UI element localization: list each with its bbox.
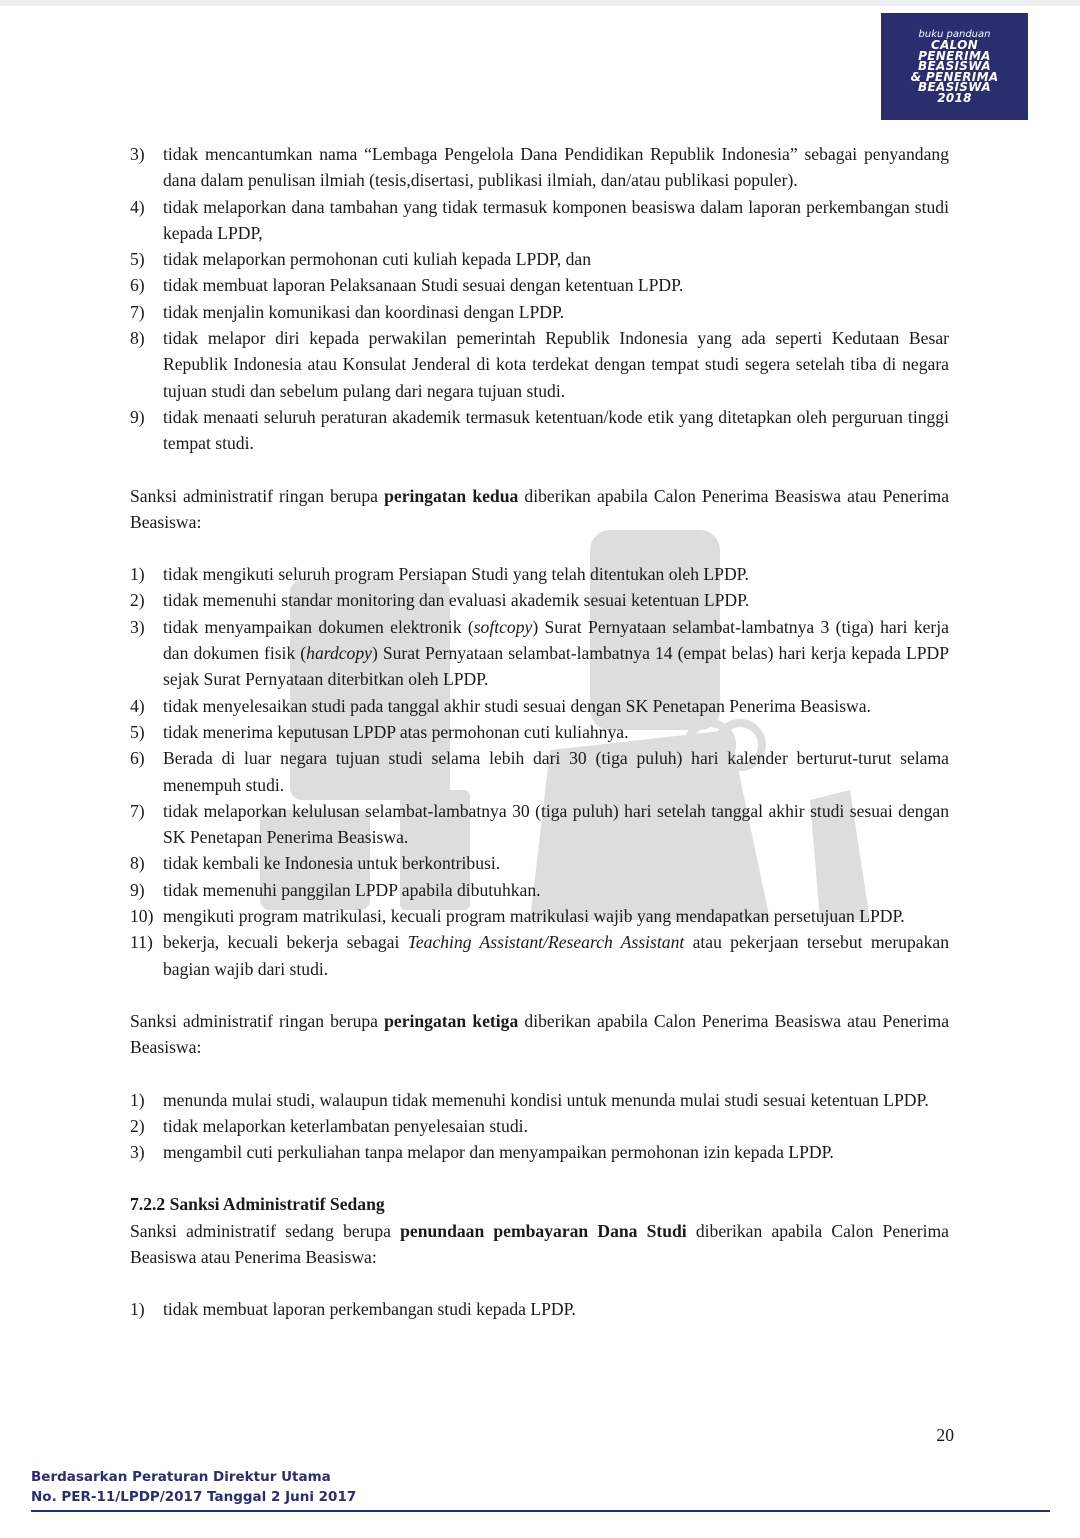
badge-line: BEASISWA <box>918 59 991 73</box>
list-warning-first <box>130 141 949 457</box>
list-item: 1) tidak membuat laporan perkembangan studi kepada LPDP. <box>130 1299 576 1320</box>
footer-regulation <box>31 1467 356 1507</box>
list-item: 1) menunda mulai studi, walaupun tidak memenuhi kondisi untuk menunda mulai studi sesuai ketentuan LPDP. <box>130 1089 929 1110</box>
paragraph-medium-sanction: Sanksi administratif sedang berupa penundaan pembayaran Dana Studi diberikan apabila Calon Penerima Beasiswa atau Penerima Beasiswa: <box>130 1220 949 1267</box>
list-item: 5) tidak menerima keputusan LPDP atas permohonan cuti kuliahnya. <box>130 721 629 742</box>
list-item: 8) tidak kembali ke Indonesia untuk berkontribusi. <box>130 853 501 874</box>
badge-line: CALON <box>930 38 979 52</box>
page-number: 20 <box>936 1425 954 1445</box>
list-item: 3) mengambil cuti perkuliahan tanpa melapor dan menyampaikan permohonan izin kepada LPDP. <box>130 1142 834 1163</box>
paragraph-second-warning: Sanksi administratif ringan berupa peringatan kedua diberikan apabila Calon Penerima Beasiswa atau Penerima Beasiswa: <box>130 485 950 532</box>
list-item: 2) tidak melaporkan keterlambatan penyelesaian studi. <box>130 1115 528 1136</box>
list-item: 4) tidak menyelesaikan studi pada tanggal akhir studi sesuai dengan SK Penetapan Penerima Beasiswa. <box>130 695 871 716</box>
list-item: 7) tidak menjalin komunikasi dan koordinasi dengan LPDP. <box>130 301 565 322</box>
list-item: 5) tidak melaporkan permohonan cuti kuliah kepada LPDP, dan <box>130 249 592 270</box>
footer-divider <box>31 1510 1050 1512</box>
list-item: 4) tidak melaporkan dana tambahan yang tidak termasuk komponen beasiswa dalam laporan perkembangan studi kepada LPDP, <box>130 196 949 243</box>
footer-line: No. PER-11/LPDP/2017 Tanggal 2 Juni 2017 <box>31 1489 357 1505</box>
list-item: 3) tidak mencantumkan nama “Lembaga Pengelola Dana Pendidikan Republik Indonesia” sebagai penyandang dana dalam penulisan ilmiah (tesis,disertasi, publikasi ilmiah, dan/atau publikasi populer). <box>130 144 949 191</box>
badge-year: 2018 <box>937 90 972 105</box>
list-item: 1) tidak mengikuti seluruh program Persiapan Studi yang telah ditentukan oleh LPDP. <box>130 564 749 585</box>
top-border <box>0 0 1080 6</box>
badge-line: BEASISWA <box>918 80 991 94</box>
section-heading: 7.2.2 Sanksi Administratif Sedang <box>130 1194 385 1215</box>
list-item: 2) tidak memenuhi standar monitoring dan evaluasi akademik sesuai ketentuan LPDP. <box>130 590 750 611</box>
list-item: 3) tidak menyampaikan dokumen elektronik (softcopy) Surat Pernyataan selambat-lambatnya 3 (tiga) hari kerja dan dokumen fisik (hardcopy) Surat Pernyataan selambat-lambatnya 14 (empat belas) hari kerja kepada LPDP sejak Surat Pernyataan diterbitkan oleh LPDP. <box>130 616 949 690</box>
footer-line: Berdasarkan Peraturan Direktur Utama <box>31 1469 331 1485</box>
badge-line: PENERIMA <box>918 48 991 63</box>
list-item: 7) tidak melaporkan kelulusan selambat-lambatnya 30 (tiga puluh) hari setelah tanggal akhir studi sesuai dengan SK Penetapan Penerima Beasiswa. <box>130 800 949 848</box>
guidebook-badge <box>881 13 1028 120</box>
paragraph-third-warning: Sanksi administratif ringan berupa peringatan ketiga diberikan apabila Calon Penerima Beasiswa atau Penerima Beasiswa: <box>130 1010 949 1058</box>
list-item: 8) tidak melapor diri kepada perwakilan pemerintah Republik Indonesia yang ada seperti Kedutaan Besar Republik Indonesia atau Konsulat Jenderal di kota terdekat dengan tempat studi segera setelah tiba di negara tujuan studi dan sebelum pulang dari negara tujuan studi. <box>130 328 949 401</box>
list-item: 6) tidak membuat laporan Pelaksanaan Studi sesuai dengan ketentuan LPDP. <box>130 275 684 296</box>
list-item: 9) tidak memenuhi panggilan LPDP apabila dibutuhkan. <box>130 879 541 900</box>
list-medium-sanction <box>130 1296 949 1322</box>
badge-line: & PENERIMA <box>910 69 999 84</box>
badge-subtitle: buku panduan <box>918 29 991 40</box>
list-item: 11) bekerja, kecuali bekerja sebagai Teaching Assistant/Research Assistant atau pekerjaan tersebut merupakan bagian wajib dari studi. <box>130 932 949 979</box>
list-third-warning <box>130 1087 949 1166</box>
list-second-warning <box>130 561 949 982</box>
page-content <box>130 141 949 1323</box>
list-item: 6) Berada di luar negara tujuan studi selama lebih dari 30 (tiga puluh) hari kalender berturut-turut selama menempuh studi. <box>130 748 949 795</box>
list-item: 9) tidak menaati seluruh peraturan akademik termasuk ketentuan/kode etik yang ditetapkan oleh perguruan tinggi tempat studi. <box>130 406 949 454</box>
list-item: 10) mengikuti program matrikulasi, kecuali program matrikulasi wajib yang mendapatkan persetujuan LPDP. <box>130 906 905 927</box>
